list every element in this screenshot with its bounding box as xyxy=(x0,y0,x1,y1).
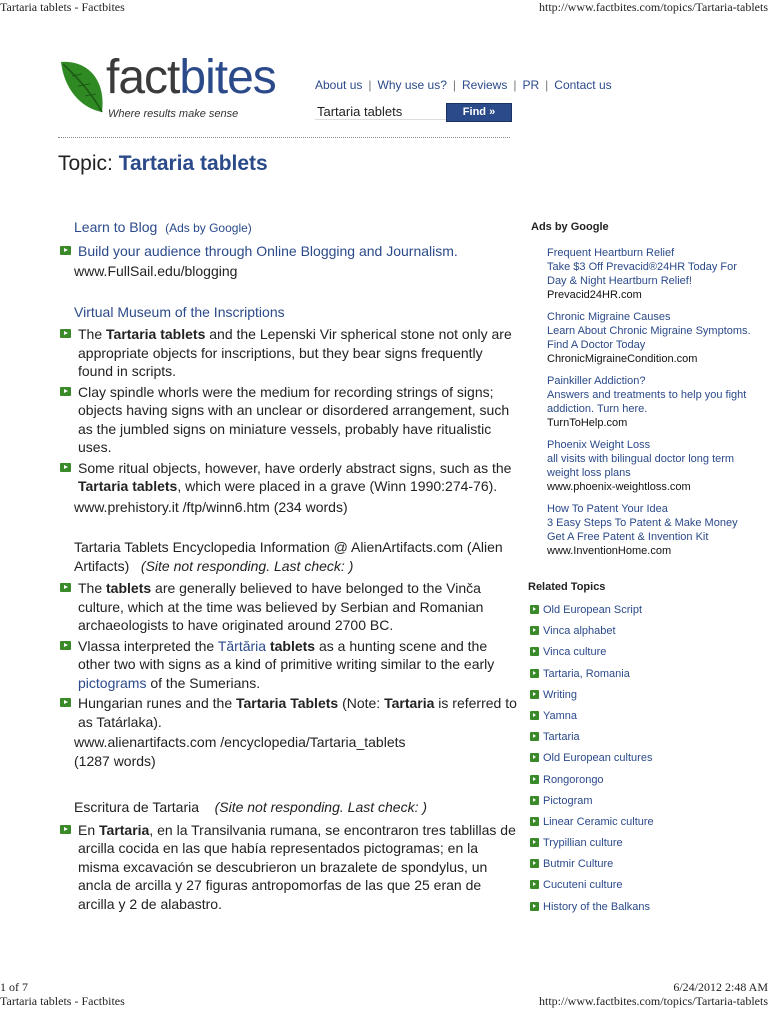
bullet-icon xyxy=(60,387,71,396)
result-item xyxy=(58,218,520,281)
related-topic-link[interactable]: Vinca alphabet xyxy=(528,624,753,645)
result-title-link[interactable]: Learn to Blog xyxy=(74,219,158,235)
bullet-icon xyxy=(60,698,71,707)
nav-about-us[interactable]: About us xyxy=(315,78,363,92)
ads-heading: Ads by Google xyxy=(531,221,609,233)
bullet-icon xyxy=(60,583,71,592)
nav-why-use-us[interactable]: Why use us? xyxy=(377,78,447,92)
tartaria-link[interactable]: Tărtăria xyxy=(217,637,267,654)
ads-label[interactable]: (Ads by Google) xyxy=(165,221,252,235)
bullet-icon xyxy=(530,796,539,805)
nav-reviews[interactable]: Reviews xyxy=(462,78,508,92)
bullet-icon xyxy=(530,605,539,614)
result-url: www.alienartifacts.com /encyclopedia/Tartaria_tablets xyxy=(74,734,406,750)
related-topic-link[interactable]: Old European Script xyxy=(528,603,753,624)
top-nav: About us | Why use us? | Reviews | PR | Contact us xyxy=(315,78,612,92)
print-footer-datetime: 6/24/2012 2:48 AM xyxy=(673,980,768,994)
result-item xyxy=(58,798,520,913)
bullet-icon xyxy=(60,463,71,472)
result-snippet: En Tartaria, en la Transilvania rumana, se encontraron tres tablillas de arcilla cocida en las que había representados pictogramas; en la misma excavación se descubrieron un brazalete de spondylus, un ancla de arcilla y 27 figuras antropomorfas de las que 25 eran de arcilla y 2 de alabastro. xyxy=(58,821,520,914)
bullet-icon xyxy=(530,690,539,699)
related-topic-link[interactable]: Tartaria xyxy=(528,730,753,751)
factbites-logo[interactable] xyxy=(58,51,290,122)
result-snippet: Some ritual objects, however, have orderly abstract signs, such as the Tartaria tablets, which were placed in a grave (Winn 1990:274-76). xyxy=(58,459,520,496)
leaf-icon xyxy=(58,58,108,118)
bullet-icon xyxy=(60,329,71,338)
related-topic-link[interactable]: Cucuteni culture xyxy=(528,878,753,899)
bullet-icon xyxy=(530,880,539,889)
sponsored-ad[interactable]: Painkiller Addiction? Answers and treatments to help you fight addiction. Turn here. TurnToHelp.com xyxy=(547,375,747,429)
sponsored-ad[interactable]: Chronic Migraine Causes Learn About Chronic Migraine Symptoms. Find A Doctor Today ChronicMigraineCondition.com xyxy=(547,311,751,365)
sponsored-ad[interactable]: How To Patent Your Idea 3 Easy Steps To Patent & Make Money Get A Free Patent & Invention Kit www.InventionHome.com xyxy=(547,503,738,557)
related-topic-link[interactable]: Rongorongo xyxy=(528,773,753,794)
bullet-icon xyxy=(60,246,71,255)
result-title-link[interactable]: Tartaria Tablets Encyclopedia Information @ AlienArtifacts.com (Alien Artifacts) xyxy=(74,539,503,574)
bullet-icon xyxy=(530,732,539,741)
related-topic-link[interactable]: Tartaria, Romania xyxy=(528,667,753,688)
print-header-url: http://www.factbites.com/topics/Tartaria-tablets xyxy=(539,0,768,14)
bullet-icon xyxy=(530,711,539,720)
related-topic-link[interactable]: Butmir Culture xyxy=(528,857,753,878)
bullet-icon xyxy=(530,753,539,762)
result-snippet: The tablets are generally believed to have belonged to the Vinča culture, which at the time was believed by Serbian and Romanian archaeologists to have originated around 2700 BC. xyxy=(58,579,520,635)
print-footer-title: Tartaria tablets - Factbites xyxy=(0,994,125,1008)
print-header-title: Tartaria tablets - Factbites xyxy=(0,0,125,14)
page-title: Topic: Tartaria tablets xyxy=(58,152,268,175)
pictograms-link[interactable]: pictograms xyxy=(78,674,147,691)
sponsored-ad[interactable]: Frequent Heartburn Relief Take $3 Off Prevacid®24HR Today For Day & Night Heartburn Relief! Prevacid24HR.com xyxy=(547,247,737,301)
result-snippet: Clay spindle whorls were the medium for recording strings of signs; objects having signs with an unclear or disordered arrangement, such as the jumbled signs on miniature vessels, probably have ritualistic uses. xyxy=(58,383,520,457)
bullet-icon xyxy=(530,647,539,656)
result-title-link[interactable]: Virtual Museum of the Inscriptions xyxy=(74,303,285,320)
related-topic-link[interactable]: Vinca culture xyxy=(528,645,753,666)
find-button[interactable]: Find » xyxy=(446,103,512,122)
result-url: www.FullSail.edu/blogging xyxy=(74,263,238,279)
results-list xyxy=(58,218,520,915)
site-status-note: (Site not responding. Last check: ) xyxy=(140,557,354,574)
logo-tagline: Where results make sense xyxy=(108,108,239,120)
bullet-icon xyxy=(530,902,539,911)
result-title-link[interactable]: Escritura de Tartaria xyxy=(74,799,200,815)
related-topic-link[interactable]: Yamna xyxy=(528,709,753,730)
related-topic-link[interactable]: Writing xyxy=(528,688,753,709)
bullet-icon xyxy=(60,825,71,834)
print-footer-url: http://www.factbites.com/topics/Tartaria-tablets xyxy=(539,994,768,1008)
logo-wordmark: factbites xyxy=(106,51,276,104)
bullet-icon xyxy=(60,641,71,650)
bullet-icon xyxy=(530,859,539,868)
nav-contact-us[interactable]: Contact us xyxy=(554,78,612,92)
result-snippet: Build your audience through Online Blogging and Journalism. xyxy=(58,242,520,261)
bullet-icon xyxy=(530,838,539,847)
nav-pr[interactable]: PR xyxy=(522,78,540,92)
related-topic-link[interactable]: Old European cultures xyxy=(528,751,753,772)
result-snippet: Vlassa interpreted the Tărtăria tablets as a hunting scene and the other two with signs as a kind of primitive writing similar to the early pictograms of the Sumerians. xyxy=(58,637,520,693)
sidebar xyxy=(528,220,753,921)
bullet-icon xyxy=(530,775,539,784)
site-status-note: (Site not responding. Last check: ) xyxy=(214,799,428,815)
search-input[interactable] xyxy=(315,103,447,120)
result-item xyxy=(58,303,520,517)
print-footer-page: 1 of 7 xyxy=(0,980,28,994)
result-url: www.prehistory.it /ftp/winn6.htm (234 words) xyxy=(74,498,348,515)
divider xyxy=(58,137,510,138)
related-topics xyxy=(528,580,753,921)
result-snippet: The Tartaria tablets and the Lepenski Vir spherical stone not only are appropriate objects for inscriptions, but they bear signs frequently found in scripts. xyxy=(58,325,520,381)
sponsored-ad[interactable]: Phoenix Weight Loss all visits with bilingual doctor long term weight loss plans www.phoenix-weightloss.com xyxy=(547,439,735,493)
related-topic-link[interactable]: Linear Ceramic culture xyxy=(528,815,753,836)
result-word-count: (1287 words) xyxy=(74,752,156,769)
result-snippet: Hungarian runes and the Tartaria Tablets (Note: Tartaria is referred to as Tatárlaka). xyxy=(58,694,520,731)
related-topic-link[interactable]: Trypillian culture xyxy=(528,836,753,857)
bullet-icon xyxy=(530,626,539,635)
result-item xyxy=(58,538,520,770)
bullet-icon xyxy=(530,817,539,826)
related-heading: Related Topics xyxy=(528,581,606,593)
related-topic-link[interactable]: History of the Balkans xyxy=(528,900,753,921)
related-topic-link[interactable]: Pictogram xyxy=(528,794,753,815)
bullet-icon xyxy=(530,669,539,678)
